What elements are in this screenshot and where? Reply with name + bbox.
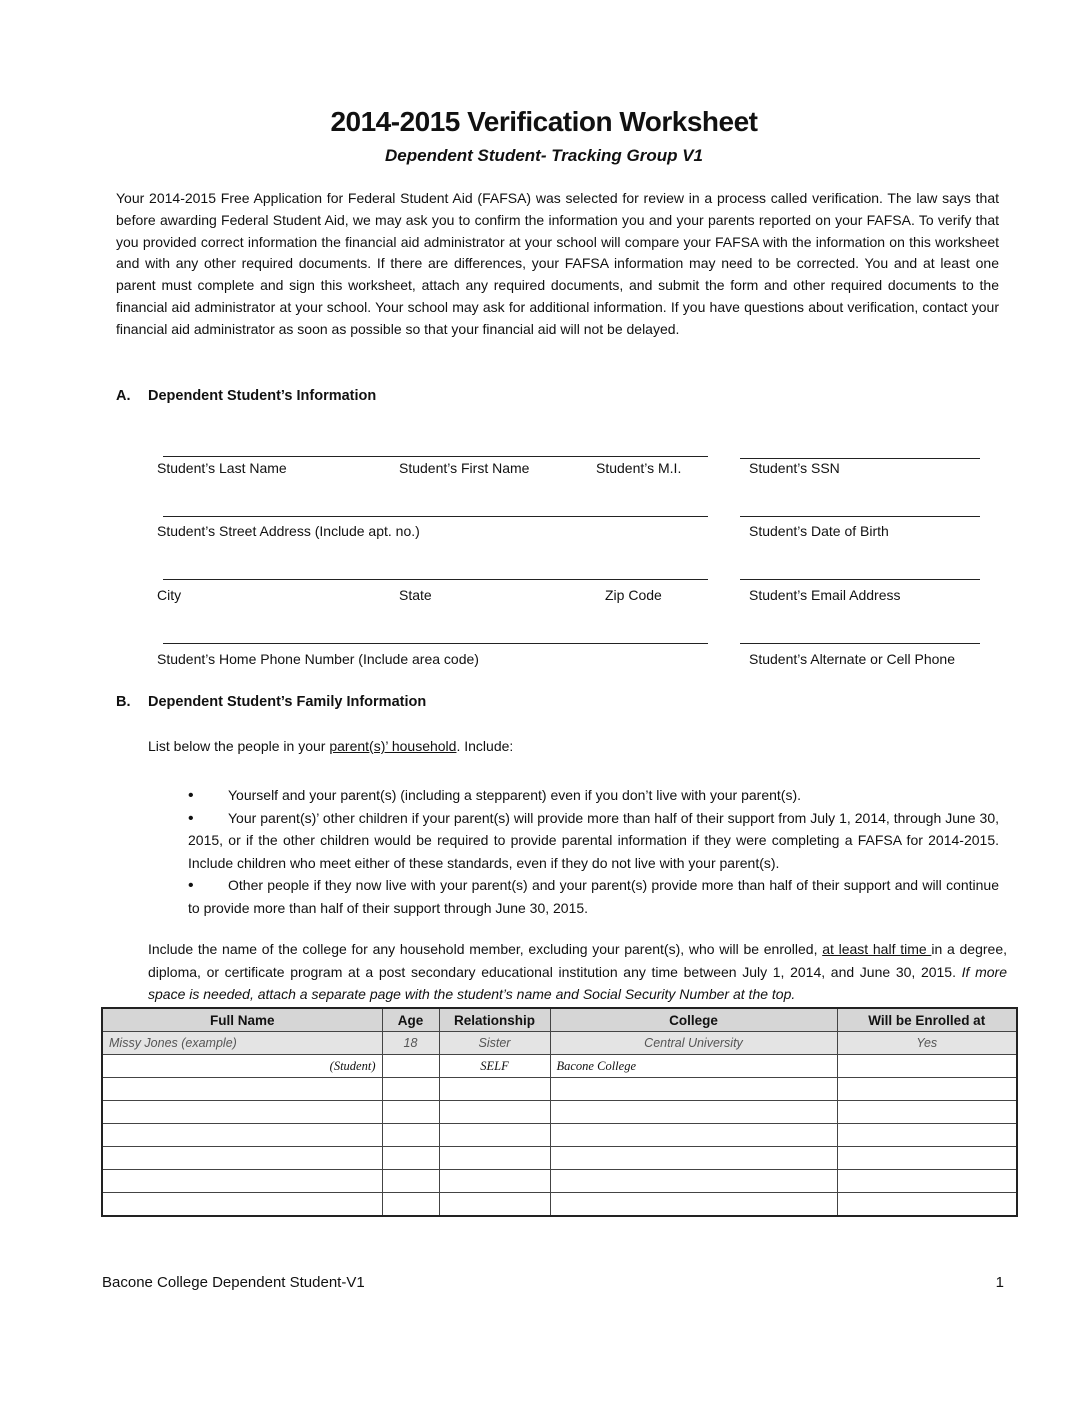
intro-paragraph: Your 2014-2015 Free Application for Federal Student Aid (FAFSA) was selected for review in a process called verification. The law says that before awarding Federal Student Aid, we may ask you to confirm the information you and your parents reported on your FAFSA. To verify that you provided correct information the financial aid administrator at your school will compare your FAFSA with the information on this worksheet and with any other required documents. If there are differences, your FAFSA information may need to be corrected. You and at least one parent must complete and sign this worksheet, attach any required documents, and submit the form and other required documents to the financial aid administrator at your school. Your school may ask for additional information. If you have questions about verification, contact your financial aid administrator as soon as possible so that your financial aid will not be delayed. — [116, 190, 999, 337]
city-label: City — [157, 587, 182, 603]
alt-phone-line[interactable] — [740, 643, 980, 644]
last-name-label: Student’s Last Name — [157, 460, 287, 476]
col-header-college: College — [550, 1008, 837, 1032]
street-address-label: Student’s Street Address (Include apt. no.) — [157, 523, 420, 539]
ssn-line[interactable] — [740, 458, 980, 459]
bullet-icon — [188, 807, 228, 831]
section-b-heading — [116, 694, 426, 710]
household-criteria-list — [188, 784, 999, 920]
enrollment-instructions: Include the name of the college for any household member, excluding your parent(s), who will be enrolled, at least half time in a degree, diploma, or certificate program at a post secondary educational institution any time between July 1, 2014, and June 30, 2015. If more space is needed, attach a separate page with the student’s name and Social Security Number at the top. — [148, 941, 1007, 1003]
table-row[interactable] — [102, 1193, 1017, 1217]
table-row[interactable] — [102, 1147, 1017, 1170]
example-row: Missy Jones (example) 18 Sister Central University Yes — [102, 1032, 1017, 1055]
first-name-label: Student’s First Name — [399, 460, 530, 476]
extra-space-note: If more space is needed, attach a separate page with the student’s name and Social Security Number at the top. — [148, 963, 1007, 1003]
dob-line[interactable] — [740, 516, 980, 517]
section-a-letter: A. — [116, 388, 131, 404]
dob-label: Student’s Date of Birth — [749, 523, 889, 539]
household-intro-end: . Include: — [456, 738, 514, 754]
home-phone-label: Student’s Home Phone Number (Include area code) — [157, 651, 479, 667]
street-address-line[interactable] — [163, 516, 708, 517]
table-row[interactable] — [102, 1101, 1017, 1124]
table-row[interactable] — [102, 1078, 1017, 1101]
name-line[interactable] — [163, 456, 708, 457]
zip-label: Zip Code — [605, 587, 662, 603]
table-row[interactable] — [102, 1170, 1017, 1193]
col-header-age: Age — [382, 1008, 439, 1032]
list-item: • Your parent(s)’ other children if your parent(s) will provide more than half of their support from July 1, 2014, through June 30, 2015, or if the other children would be required to provide parental information if they were completing a FAFSA for 2014-2015. Include children who meet either of these standards, even if they do not live with your parent(s). — [188, 807, 999, 875]
section-a-heading — [116, 388, 376, 404]
state-label: State — [399, 587, 432, 603]
col-header-relationship: Relationship — [439, 1008, 550, 1032]
bullet-icon — [188, 874, 228, 898]
home-phone-line[interactable] — [163, 643, 708, 644]
email-label: Student’s Email Address — [749, 587, 901, 603]
table-header-row — [102, 1008, 1017, 1032]
ssn-label: Student’s SSN — [749, 460, 840, 476]
bullet-icon — [188, 784, 228, 808]
half-time-term: at least half time — [822, 941, 932, 957]
city-state-zip-line[interactable] — [163, 579, 708, 580]
footer-text: Bacone College Dependent Student-V1 — [102, 1274, 365, 1291]
household-intro-text: List below the people in your — [148, 738, 330, 754]
parents-household-term: parent(s)’ household — [329, 738, 457, 754]
table-row[interactable] — [102, 1124, 1017, 1147]
col-header-enrolled: Will be Enrolled at — [837, 1008, 1017, 1032]
page-title: 2014-2015 Verification Worksheet — [330, 106, 758, 137]
page-number: 1 — [995, 1274, 1004, 1291]
section-b-title: Dependent Student’s Family Information — [148, 694, 427, 710]
household-table — [101, 1007, 1018, 1217]
middle-initial-label: Student’s M.I. — [596, 460, 682, 476]
alt-phone-label: Student’s Alternate or Cell Phone — [749, 651, 955, 667]
page-subtitle: Dependent Student- Tracking Group V1 — [385, 146, 703, 165]
email-line[interactable] — [740, 579, 980, 580]
household-intro — [148, 738, 513, 754]
col-header-full-name: Full Name — [102, 1008, 382, 1032]
section-a-title: Dependent Student’s Information — [148, 388, 377, 404]
student-row: (Student) SELF Bacone College — [102, 1055, 1017, 1078]
list-item: • Other people if they now live with your parent(s) and your parent(s) provide more than half of their support and will continue to provide more than half of their support through June 30, 2015. — [188, 874, 999, 919]
list-item: • Yourself and your parent(s) (including a stepparent) even if you don’t live with your parent(s). — [188, 784, 999, 807]
section-b-letter: B. — [116, 694, 131, 710]
